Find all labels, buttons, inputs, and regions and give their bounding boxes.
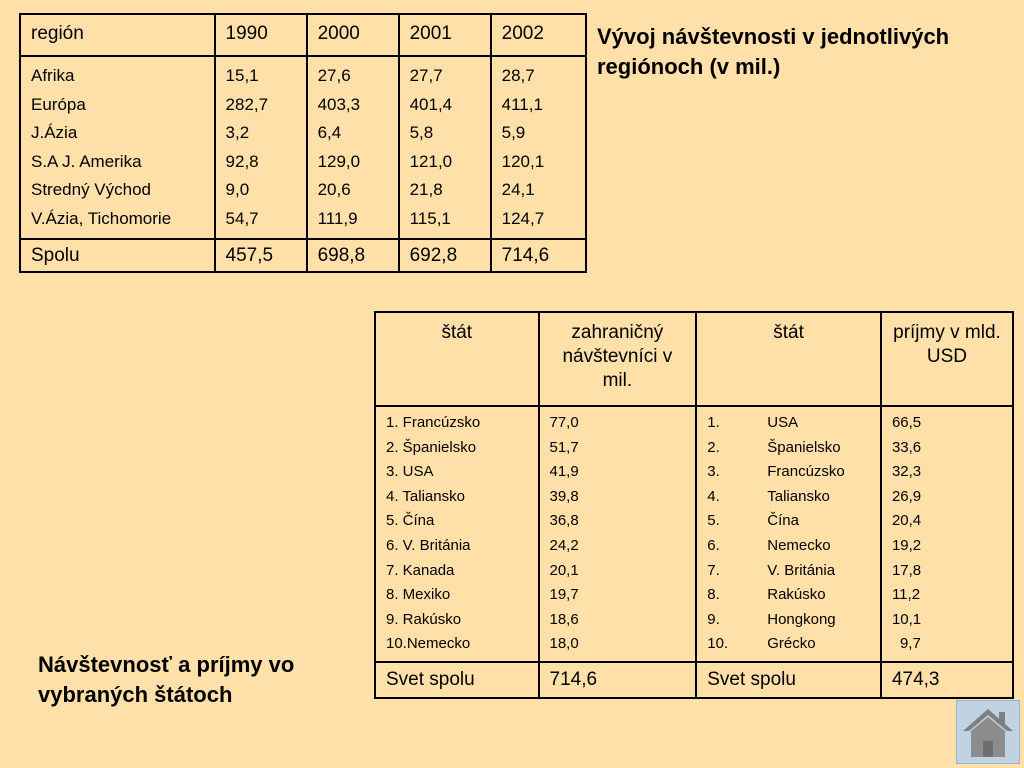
- visitor-value: 24,2: [549, 536, 579, 554]
- income-value: 66,5: [891, 414, 922, 431]
- region-name: Európa: [31, 94, 86, 114]
- income-value: 11,2: [891, 586, 921, 604]
- visitor-country: 9. Rakúsko: [386, 610, 462, 628]
- income-countries-cell: [696, 406, 881, 662]
- value-1990: 9,0: [225, 180, 250, 200]
- value-2000: 20,6: [317, 180, 351, 200]
- income-value: 20,4: [891, 512, 922, 530]
- value-1990: 15,1: [225, 66, 259, 85]
- header-2001: 2001: [399, 14, 491, 56]
- visitor-country: 2. Španielsko: [386, 438, 477, 456]
- header-2000: 2000: [307, 14, 399, 56]
- visitor-value: 39,8: [549, 487, 579, 505]
- value-2002: 28,7: [501, 66, 535, 85]
- values-1990-cell: [215, 56, 307, 239]
- visitor-value: 18,0: [549, 635, 579, 653]
- value-1990: 3,2: [225, 123, 250, 143]
- home-icon: [957, 701, 1019, 763]
- total-1990: 457,5: [215, 239, 307, 272]
- income-values-cell: [881, 406, 1013, 662]
- visitor-value: 36,8: [549, 512, 579, 530]
- visitor-value: 41,9: [549, 463, 579, 481]
- income-rank: 6.: [707, 536, 720, 554]
- income-country: Čína: [767, 512, 799, 530]
- world-total-label: Svet spolu: [696, 662, 881, 698]
- visitor-country: 8. Mexiko: [386, 586, 451, 604]
- income-country-row: [707, 460, 872, 485]
- total-2000: 698,8: [307, 239, 399, 272]
- income-country: Taliansko: [767, 487, 830, 505]
- visitor-values-cell: [539, 406, 697, 662]
- income-value: 17,8: [891, 561, 922, 579]
- header-visitors: zahraničný návštevníci v mil.: [539, 312, 697, 406]
- income-country: USA: [767, 414, 799, 431]
- income-country-row: [707, 632, 872, 657]
- visitor-value: 19,7: [549, 586, 579, 604]
- countries-table: [374, 311, 1014, 699]
- income-country-row: [707, 509, 872, 534]
- income-country: Francúzsko: [767, 463, 845, 481]
- income-country: Rakúsko: [767, 586, 826, 604]
- income-country: Grécko: [767, 635, 816, 653]
- countries-table-body: [375, 406, 1013, 662]
- header-country-visitors: štát: [375, 312, 539, 406]
- countries-title: Návštevnosť a príjmy vo vybraných štátoch: [38, 652, 295, 707]
- header-income: príjmy v mld. USD: [881, 312, 1013, 406]
- income-country: Španielsko: [767, 438, 841, 456]
- income-value: 19,2: [891, 536, 922, 554]
- income-country: V. Británia: [767, 561, 836, 579]
- visitor-country: 7. Kanada: [386, 561, 455, 579]
- income-rank: 9.: [707, 610, 720, 628]
- world-income-total: 474,3: [881, 662, 1013, 698]
- value-2000: 27,6: [317, 66, 351, 85]
- value-2002: 411,1: [501, 94, 543, 114]
- visitor-country: 6. V. Británia: [386, 536, 471, 554]
- value-1990: 54,7: [225, 208, 259, 228]
- value-2001: 115,1: [409, 208, 451, 228]
- value-2001: 121,0: [409, 151, 453, 171]
- visitor-value: 77,0: [549, 414, 579, 431]
- income-country-row: [707, 485, 872, 510]
- value-2000: 129,0: [317, 151, 361, 171]
- total-label: Spolu: [20, 239, 215, 272]
- visitor-value: 20,1: [549, 561, 579, 579]
- regions-table: [19, 13, 587, 273]
- visitor-value: 18,6: [549, 610, 579, 628]
- total-2002: 714,6: [491, 239, 586, 272]
- value-2001: 21,8: [409, 180, 443, 200]
- header-region: región: [20, 14, 215, 56]
- countries-table-header: [375, 312, 1013, 406]
- value-2002: 24,1: [501, 180, 535, 200]
- visitor-country: 5. Čína: [386, 512, 435, 530]
- home-button[interactable]: [956, 700, 1020, 764]
- regions-table-header: [20, 14, 586, 56]
- regions-title: Vývoj návštevnosti v jednotlivých regiónoch (v mil.): [597, 24, 950, 79]
- income-value: 9,7: [899, 635, 921, 653]
- regions-table-footer: [20, 239, 586, 272]
- region-name: J.Ázia: [31, 123, 78, 143]
- income-rank: 10.: [707, 635, 729, 653]
- value-1990: 282,7: [225, 94, 269, 114]
- value-2001: 5,8: [409, 123, 434, 143]
- header-1990: 1990: [215, 14, 307, 56]
- income-rank: 1.: [707, 414, 720, 431]
- header-country-income: štát: [696, 312, 881, 406]
- visitor-country: 3. USA: [386, 463, 434, 481]
- visitor-country: 1. Francúzsko: [386, 414, 481, 431]
- world-total-label: Svet spolu: [375, 662, 539, 698]
- visitor-country: 10.Nemecko: [386, 635, 471, 653]
- income-value: 32,3: [891, 463, 922, 481]
- value-2002: 5,9: [501, 123, 526, 143]
- values-2000-cell: [307, 56, 399, 239]
- income-country-row: [707, 608, 872, 633]
- income-rank: 7.: [707, 561, 720, 579]
- value-2001: 27,7: [409, 66, 443, 85]
- income-value: 10,1: [891, 610, 922, 628]
- value-1990: 92,8: [225, 151, 259, 171]
- total-2001: 692,8: [399, 239, 491, 272]
- income-country-row: [707, 583, 872, 608]
- header-2002: 2002: [491, 14, 586, 56]
- income-rank: 5.: [707, 512, 720, 530]
- value-2000: 403,3: [317, 94, 361, 114]
- income-rank: 3.: [707, 463, 720, 481]
- region-name: S.A J. Amerika: [31, 151, 142, 171]
- visitor-value: 51,7: [549, 438, 579, 456]
- income-rank: 2.: [707, 438, 720, 456]
- visitor-country: 4. Taliansko: [386, 487, 465, 505]
- value-2001: 401,4: [409, 94, 453, 114]
- values-2001-cell: [399, 56, 491, 239]
- value-2002: 124,7: [501, 208, 545, 228]
- region-name: V.Ázia, Tichomorie: [31, 208, 172, 228]
- world-visitors-total: 714,6: [539, 662, 697, 698]
- region-name: Stredný Východ: [31, 180, 152, 200]
- income-country: Hongkong: [767, 610, 836, 628]
- value-2002: 120,1: [501, 151, 545, 171]
- income-country-row: [707, 559, 872, 584]
- income-country: Nemecko: [767, 536, 831, 554]
- regions-table-body: [20, 56, 586, 239]
- income-country-row: [707, 411, 872, 436]
- value-2000: 6,4: [317, 123, 342, 143]
- income-country-row: [707, 534, 872, 559]
- income-value: 26,9: [891, 487, 922, 505]
- region-names-cell: [20, 56, 215, 239]
- region-name: Afrika: [31, 66, 75, 85]
- income-value: 33,6: [891, 438, 922, 456]
- values-2002-cell: [491, 56, 586, 239]
- income-country-row: [707, 436, 872, 461]
- visitor-countries-cell: [375, 406, 539, 662]
- income-rank: 8.: [707, 586, 720, 604]
- value-2000: 111,9: [317, 208, 358, 228]
- countries-table-footer: [375, 662, 1013, 698]
- income-rank: 4.: [707, 487, 720, 505]
